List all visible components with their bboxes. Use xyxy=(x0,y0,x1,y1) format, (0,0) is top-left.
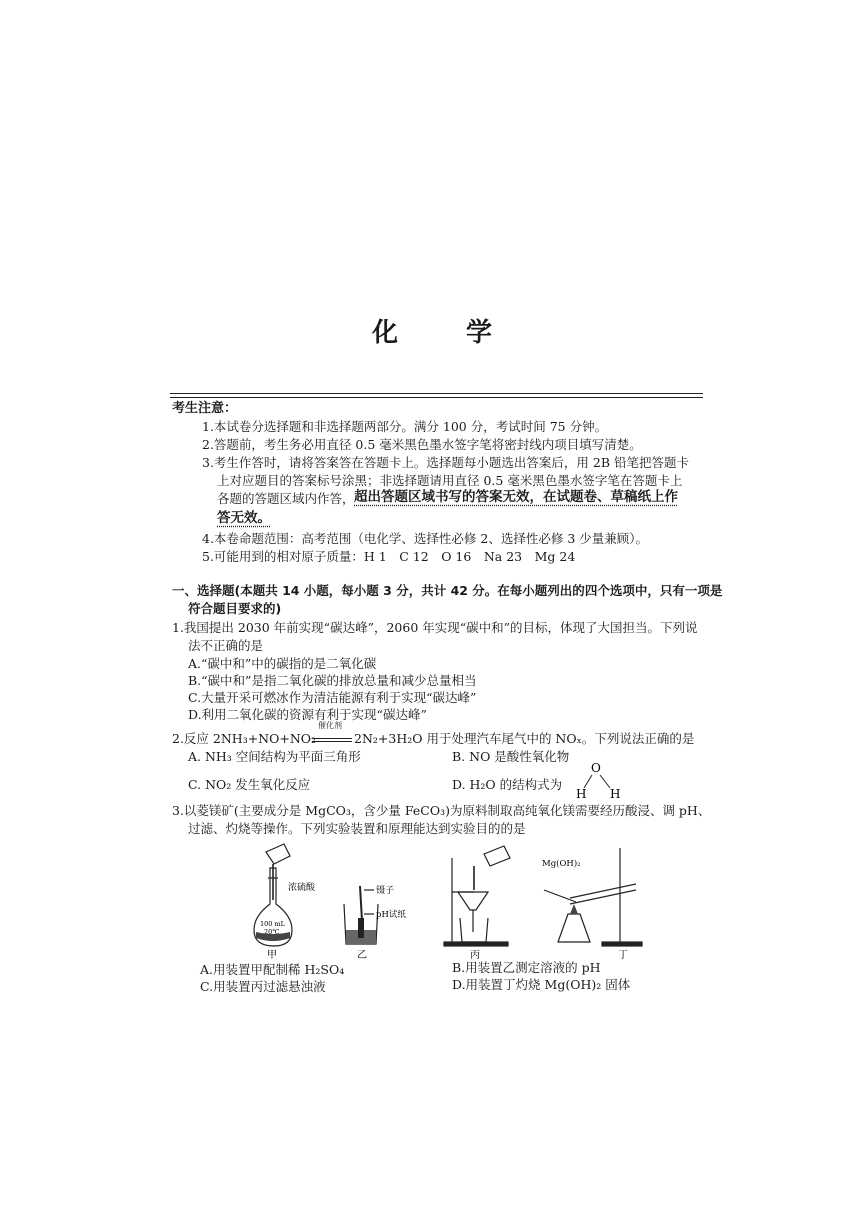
label-yi: 乙 xyxy=(357,950,367,960)
notice-emphasis: 答无效。 xyxy=(217,510,271,526)
notice-item: 3.考生作答时，请将答案答在答题卡上。选择题每小题选出答案后，用 2B 铅笔把答题卡 xyxy=(202,455,690,470)
label-jia: 甲 xyxy=(267,950,277,960)
label-flask-temp: 20℃ xyxy=(264,928,280,936)
apparatus-yi xyxy=(344,886,378,944)
label-flask-volume: 100 mL xyxy=(260,920,285,928)
option-d: D.用装置丁灼烧 Mg(OH)₂ 固体 xyxy=(452,977,631,992)
option-d: D.利用二氧化碳的资源有利于实现“碳达峰” xyxy=(188,707,427,722)
divider-rule xyxy=(170,393,703,394)
option-a: A. NH₃ 空间结构为平面三角形 xyxy=(188,749,361,764)
struct-atom-h: H xyxy=(610,787,621,801)
question-stem: 过滤、灼烧等操作。下列实验装置和原理能达到实验目的的是 xyxy=(188,821,526,836)
label-bing: 丙 xyxy=(470,950,480,960)
label-conc-acid: 浓硫酸 xyxy=(288,883,316,893)
catalyst-label: 催化剂 xyxy=(318,721,342,730)
option-c: C.用装置丙过滤悬浊液 xyxy=(200,979,326,994)
section-heading: 符合题目要求的) xyxy=(188,601,282,616)
question-stem: 2N₂+3H₂O 用于处理汽车尾气中的 NOₓ。下列说法正确的是 xyxy=(354,731,695,746)
notice-item: 各题的答题区域内作答， xyxy=(217,491,355,506)
struct-atom-h: H xyxy=(576,787,587,801)
struct-atom-o: O xyxy=(591,761,601,775)
label-tweezers: 镊子 xyxy=(376,886,395,896)
notice-item: 上对应题目的答案标号涂黑；非选择题请用直径 0.5 毫米黑色墨水签字笔在答题卡上 xyxy=(217,473,683,488)
apparatus-bing xyxy=(444,846,510,946)
notice-item: 4.本卷命题范围：高考范围（电化学、选择性必修 2、选择性必修 3 少量兼顾）。 xyxy=(202,531,649,546)
title-char: 学 xyxy=(466,318,497,348)
notice-item: 2.答题前，考生务必用直径 0.5 毫米黑色墨水签字笔将密封线内项目填写清楚。 xyxy=(202,437,642,452)
notice-heading: 考生注意： xyxy=(172,401,238,416)
option-a: A.用装置甲配制稀 H₂SO₄ xyxy=(200,962,345,977)
apparatus-figure xyxy=(240,838,660,960)
label-mgoh2: Mg(OH)₂ xyxy=(542,859,581,869)
option-b: B. NO 是酸性氧化物 xyxy=(452,749,570,764)
option-b: B.“碳中和”是指二氧化碳的排放总量和减少总量相当 xyxy=(188,673,477,688)
label-ph-paper: pH试纸 xyxy=(376,910,406,920)
reaction-arrow xyxy=(312,741,352,742)
option-b: B.用装置乙测定溶液的 pH xyxy=(452,960,601,975)
question-stem: 3.以菱镁矿(主要成分是 MgCO₃，含少量 FeCO₃)为原料制取高纯氧化镁需要经历酸浸、调 pH、 xyxy=(172,803,711,818)
notice-item: 1.本试卷分选择题和非选择题两部分。满分 100 分，考试时间 75 分钟。 xyxy=(202,419,608,434)
notice-item: 5.可能用到的相对原子质量：H 1 C 12 O 16 Na 23 Mg 24 xyxy=(202,549,576,564)
question-stem: 1.我国提出 2030 年前实现“碳达峰”，2060 年实现“碳中和”的目标，体现了大国担当。下列说 xyxy=(172,620,698,635)
water-structure xyxy=(574,760,628,802)
title-char: 化 xyxy=(371,318,402,348)
option-d: D. H₂O 的结构式为 xyxy=(452,777,563,792)
page-title xyxy=(0,312,868,349)
question-stem: 法不正确的是 xyxy=(188,638,264,653)
notice-emphasis: 超出答题区域书写的答案无效，在试题卷、草稿纸上作 xyxy=(354,489,678,505)
option-a: A.“碳中和”中的碳指的是二氧化碳 xyxy=(188,656,377,671)
reaction-arrow xyxy=(312,738,352,739)
section-heading: 一、选择题(本题共 14 小题，每小题 3 分，共计 42 分。在每小题列出的四个选项中，只有一项是 xyxy=(172,583,723,598)
label-ding: 丁 xyxy=(618,950,628,960)
question-stem: 2.反应 2NH₃+NO+NO₂ xyxy=(172,731,317,746)
option-c: C.大量开采可燃冰作为清洁能源有利于实现“碳达峰” xyxy=(188,690,477,705)
divider-rule xyxy=(170,397,703,398)
option-c: C. NO₂ 发生氧化反应 xyxy=(188,777,311,792)
